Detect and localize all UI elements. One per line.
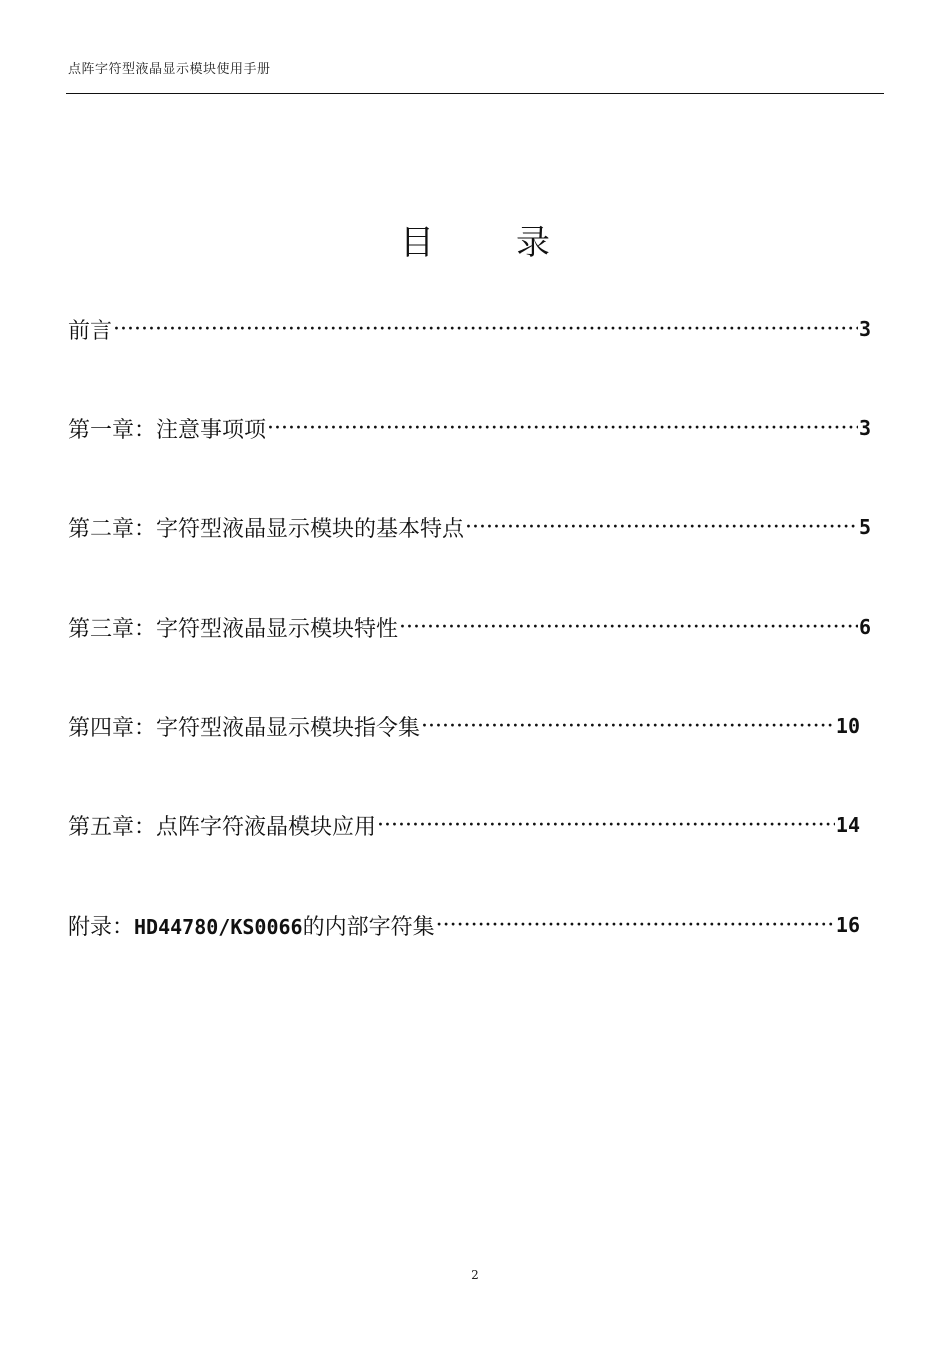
appendix-label-prefix: 附录： [68,914,135,940]
toc-entry-label: 第三章：字符型液晶显示模块特性 [68,616,399,642]
toc-dot-leader [267,416,858,441]
toc-entry-label: 第一章：注意事项项 [68,417,267,443]
appendix-chip-code: HD44780/KS0066 [134,914,303,939]
toc-entry-chapter-1[interactable] [68,408,871,448]
toc-entry-preface[interactable] [68,309,871,349]
toc-dot-leader [113,317,858,342]
toc-entry-chapter-5[interactable] [68,805,860,845]
toc-entry-label: 前言 [68,318,113,344]
toc-dot-leader [465,515,858,540]
toc-entry-chapter-4[interactable] [68,706,860,746]
toc-title: 目录 [400,223,632,263]
toc-dot-leader [377,813,835,838]
toc-dot-leader [421,714,835,739]
toc-dot-leader [436,913,835,938]
running-header-title: 点阵字符型液晶显示模块使用手册 [68,62,271,77]
page-number: 2 [471,1268,479,1282]
toc-entry-label [68,910,435,941]
toc-entry-label: 第二章：字符型液晶显示模块的基本特点 [68,516,465,542]
header-divider [66,93,884,94]
toc-entry-appendix[interactable] [68,905,860,945]
appendix-label-suffix: 的内部字符集 [302,914,435,940]
toc-dot-leader [399,615,858,640]
toc-entry-page: 3 [858,416,871,440]
toc-entry-page: 6 [858,615,871,639]
toc-entry-page: 16 [835,913,860,937]
toc-entry-chapter-3[interactable] [68,607,871,647]
toc-entry-chapter-2[interactable] [68,507,871,547]
toc-entry-label: 第五章：点阵字符液晶模块应用 [68,814,377,840]
toc-entry-page: 5 [858,515,871,539]
toc-entry-page: 3 [858,317,871,341]
toc-entry-label: 第四章：字符型液晶显示模块指令集 [68,715,421,741]
toc-entry-page: 14 [835,813,860,837]
toc-entry-page: 10 [835,714,860,738]
